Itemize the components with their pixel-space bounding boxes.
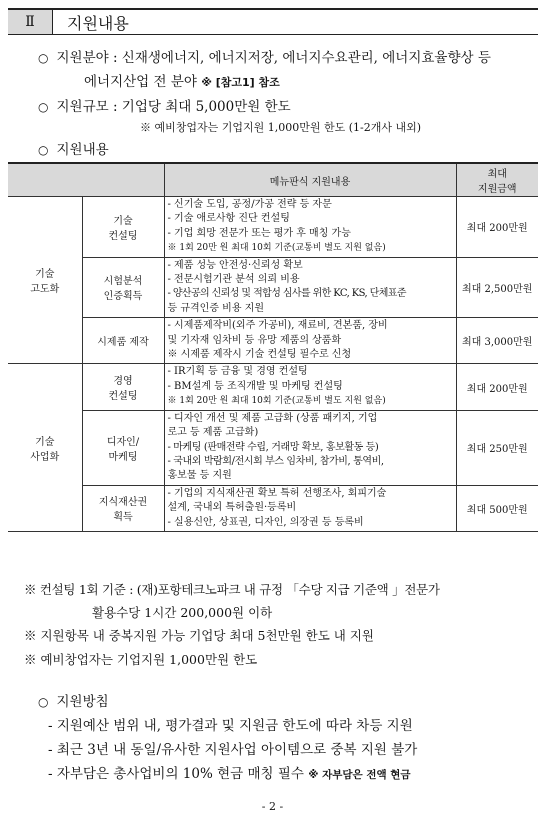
detail-line: - 마케팅 (판매전략 수립, 거래망 확보, 홍보활동 등) (167, 441, 379, 453)
circle-bullet-icon: ○ (38, 143, 49, 157)
item-name-line-2: 인증획득 (103, 291, 143, 303)
note-pre-startup: ※ 예비창업자는 기업지원 1,000만원 한도 (24, 652, 258, 667)
detail-line: 설계, 국내외 특허출원·등록비 (167, 502, 297, 514)
policy-item: - 최근 3년 내 동일/유사한 지원사업 아이템으로 중복 지원 불가 (48, 742, 418, 758)
policy-heading (38, 690, 109, 710)
scale-note: ※ 예비창업자는 기업지원 1,000만원 한도 (1-2개사 내외) (140, 121, 422, 134)
detail-line: 로고 등 제품 고급화) (167, 427, 259, 439)
item-amount: 최대 500만원 (456, 485, 538, 531)
note-duplicate-support: ※ 지원항목 내 중복지원 가능 기업당 최대 5천만원 한도 내 지원 (24, 628, 374, 643)
item-amount: 최대 3,000만원 (456, 318, 538, 364)
group-commercialization (8, 364, 82, 531)
header-max-line-1: 최대 (487, 169, 507, 180)
detail-line: - 국내외 박람회/전시회 부스 임차비, 참가비, 통역비, (167, 455, 384, 467)
group-name-line-1: 기술 (35, 436, 55, 448)
policy-title: 지원방침 (56, 694, 109, 710)
field-line-2 (84, 70, 280, 90)
scale-line (38, 95, 291, 115)
detail-line: - 디자인 개선 및 제품 고급화 (상품 패키지, 기업 (167, 412, 378, 424)
item-amount: 최대 200만원 (456, 364, 538, 410)
item-name-line-2: 컨설팅 (108, 230, 138, 242)
detail-line: - 양산공의 신뢰성 및 적합성 심사를 위한 KC, KS, 단체표준 (167, 288, 406, 300)
group-name-line-2: 사업화 (30, 451, 60, 463)
policy-item-text: - 자부담은 총사업비의 10% 현금 매칭 필수 (48, 766, 309, 782)
item-management-consulting (82, 364, 164, 410)
item-name-line-1: 디자인/ (106, 436, 140, 448)
detail-line: - BM설계 등 조직개발 및 마케팅 컨설팅 (167, 380, 343, 392)
detail-line: - IR기획 등 금융 및 경영 컨설팅 (167, 366, 308, 378)
item-prototype (82, 318, 164, 364)
item-name-line-2: 마케팅 (108, 451, 138, 463)
item-detail (164, 197, 456, 258)
circle-bullet-icon: ○ (38, 100, 49, 114)
field-line-1 (38, 46, 491, 66)
circle-bullet-icon: ○ (38, 51, 49, 65)
table-row (8, 257, 538, 318)
item-ip-acquisition (82, 485, 164, 531)
section-title: 지원내용 (67, 13, 129, 33)
detail-line: 홍보물 등 지원 (167, 470, 232, 482)
group-name-line-2: 고도화 (30, 284, 60, 296)
group-name-line-1: 기술 (35, 269, 55, 281)
header-max-line-2: 지원금액 (477, 184, 517, 195)
detail-line: 등 규격인증 비용 지원 (167, 302, 264, 314)
item-test-certification (82, 257, 164, 318)
item-name-line-2: 획득 (113, 512, 133, 524)
table-row (8, 485, 538, 531)
policy-item: - 지원예산 범위 내, 평가결과 및 지원금 한도에 따라 차등 지원 (48, 718, 413, 734)
table-row (8, 197, 538, 258)
detail-line: - 기업 희망 전문가 또는 평가 후 매칭 가능 (167, 227, 351, 239)
item-amount: 최대 2,500만원 (456, 257, 538, 318)
header-max-amount (456, 163, 538, 197)
policy-item (48, 762, 411, 782)
detail-line: - 시제품제작비(외주 가공비), 재료비, 견본품, 장비 (167, 320, 388, 332)
item-name-line-1: 시제품 제작 (97, 337, 149, 349)
field-reference: ※ [참고1] 참조 (201, 76, 280, 89)
item-detail (164, 257, 456, 318)
item-detail (164, 318, 456, 364)
support-table (8, 162, 538, 532)
table-row (8, 364, 538, 410)
item-detail (164, 364, 456, 410)
item-detail (164, 485, 456, 531)
section-header (8, 8, 538, 35)
detail-line: - 실용신안, 상표권, 디자인, 의장권 등 등록비 (167, 516, 364, 528)
detail-note: ※ 1회 20만 원 최대 10회 기준(교통비 별도 지원 없음) (167, 243, 386, 254)
detail-line: - 전문시험기관 분석 의뢰 비용 (167, 274, 300, 286)
detail-line: 및 기자재 임차비 등 유망 제품의 상품화 (167, 334, 342, 346)
table-row (8, 318, 538, 364)
circle-bullet-icon: ○ (38, 695, 49, 709)
item-design-marketing (82, 410, 164, 485)
item-name-line-1: 시험분석 (103, 276, 143, 288)
note-consulting-basis: ※ 컨설팅 1회 기준 : (재)포항테크노파크 내 규정 「수당 지급 기준액 」전문가 (24, 582, 440, 597)
item-tech-consulting (82, 197, 164, 258)
header-blank (8, 163, 164, 197)
detail-line: - 기업의 지식재산권 확보 특허 선행조사, 회피기술 (167, 487, 387, 499)
scale-text: 지원규모 : 기업당 최대 5,000만원 한도 (56, 99, 291, 115)
item-detail (164, 410, 456, 485)
item-name-line-1: 지식재산권 (98, 497, 148, 509)
group-tech-advancement (8, 197, 82, 364)
detail-line: - 신기술 도입, 공정/가공 전략 등 자문 (167, 199, 332, 210)
item-amount: 최대 200만원 (456, 197, 538, 258)
section-number: Ⅱ (8, 10, 53, 34)
policy-item-emphasis: ※ 자부담은 전액 현금 (308, 769, 411, 781)
content-heading (38, 138, 109, 158)
field-text: 지원분야 : 신재생에너지, 에너지저장, 에너지수요관리, 에너지효율향상 등 (56, 50, 491, 66)
item-name-line-1: 경영 (113, 376, 133, 388)
table-header-row (8, 163, 538, 197)
detail-line: - 제품 성능 안전성·신뢰성 확보 (167, 259, 303, 271)
header-menu: 메뉴판식 지원내용 (164, 163, 456, 197)
content-title: 지원내용 (56, 142, 109, 158)
page-number: - 2 - (261, 800, 284, 813)
note-consulting-basis-2: 활용수당 1시간 200,000원 이하 (92, 605, 273, 620)
detail-note: ※ 1회 20만 원 최대 10회 기준(교통비 별도 지원 없음) (167, 396, 386, 407)
item-amount: 최대 250만원 (456, 410, 538, 485)
table-row (8, 410, 538, 485)
item-name-line-1: 기술 (113, 215, 133, 227)
detail-line: ※ 시제품 제작시 기술 컨설팅 필수로 신청 (167, 349, 352, 361)
item-name-line-2: 컨설팅 (108, 391, 138, 403)
field-text-2: 에너지산업 전 분야 (84, 74, 202, 90)
detail-line: - 기술 애로사항 진단 컨설팅 (167, 213, 290, 225)
